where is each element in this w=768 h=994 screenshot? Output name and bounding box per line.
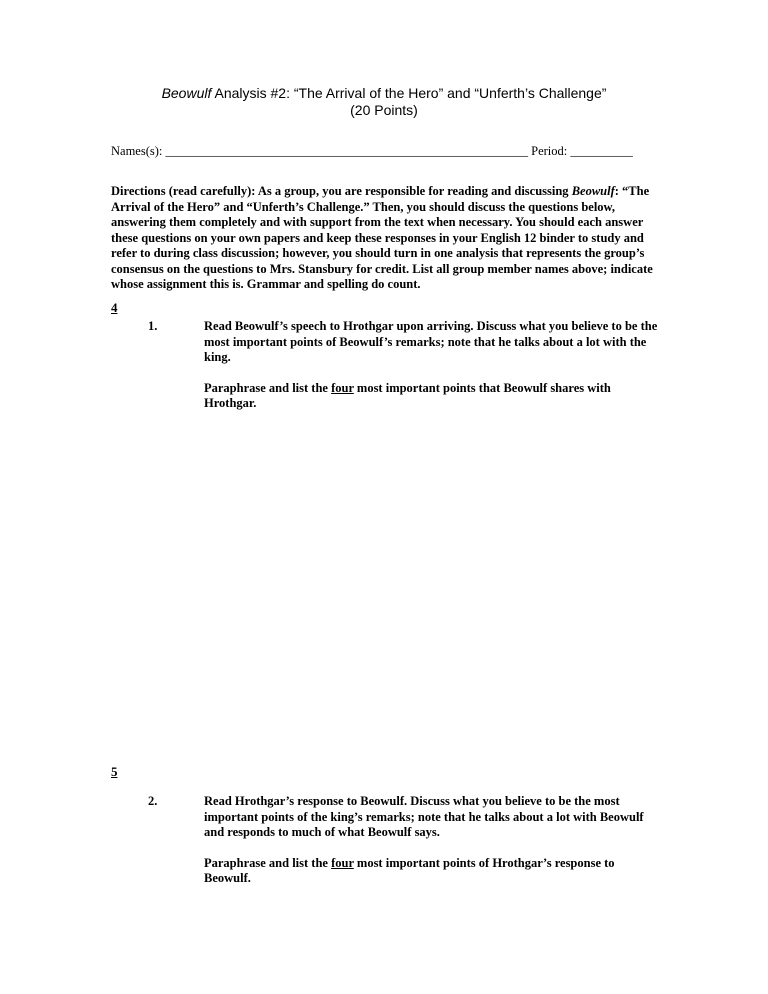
question-2-prompt: Read Hrothgar’s response to Beowulf. Discuss what you believe to be the most important points of the king’s remarks; note that he talks about a lot with Beowulf and responds to much of what Beowulf says. (204, 794, 644, 839)
question-1-task-after: most important points that Beowulf shares with Hrothgar. (204, 380, 611, 410)
question-2-task-before: Paraphrase and list the (204, 855, 332, 870)
title-rest: Analysis #2: “The Arrival of the Hero” and “Unferth’s Challenge” (211, 85, 607, 101)
question-1-task-before: Paraphrase and list the (204, 380, 332, 395)
question-2-task (204, 856, 659, 887)
title-points: (20 Points) (350, 102, 418, 118)
names-label: Names(s): (111, 144, 166, 158)
question-1-number: 1. (148, 319, 158, 333)
question-2-points: 5 (111, 764, 118, 779)
question-2-number: 2. (148, 794, 158, 808)
directions-paragraph (111, 184, 657, 293)
question-2-text (204, 794, 659, 902)
question-1-task (204, 381, 659, 412)
question-1-text (204, 319, 659, 427)
directions-book: Beowulf (571, 184, 615, 198)
question-1-task-emph: four (331, 380, 354, 395)
title-book: Beowulf (161, 85, 212, 101)
question-2-task-emph: four (331, 855, 354, 870)
period-label: Period: (528, 144, 571, 158)
document-title (0, 85, 768, 119)
period-blank: __________ (570, 144, 633, 158)
directions-part1: Directions (read carefully): As a group, you are responsible for reading and discussing (111, 184, 572, 198)
directions-part2: : “The Arrival of the Hero” and “Unferth’s Challenge.” Then, you should discuss the questions below, answering them completely and with support from the text when necessary. You should each answer these questions on your own papers and keep these responses in your English 12 binder to study and refer to during class discussion; however, you should turn in one analysis that represents the group’s consensus on the questions to Mrs. Stansbury for credit. List all group member names above; indicate whose assignment this is. Grammar and spelling do count. (111, 184, 653, 291)
question-1-prompt: Read Beowulf’s speech to Hrothgar upon arriving. Discuss what you believe to be the most important points of Beowulf’s remarks; note that he talks about a lot with the king. (204, 319, 658, 364)
names-blank: __________________________________________________________ (165, 144, 528, 158)
names-line (111, 144, 671, 159)
question-2-task-after: most important points of Hrothgar’s response to Beowulf. (204, 855, 615, 885)
title-line (0, 85, 768, 102)
question-1-points: 4 (111, 300, 118, 315)
